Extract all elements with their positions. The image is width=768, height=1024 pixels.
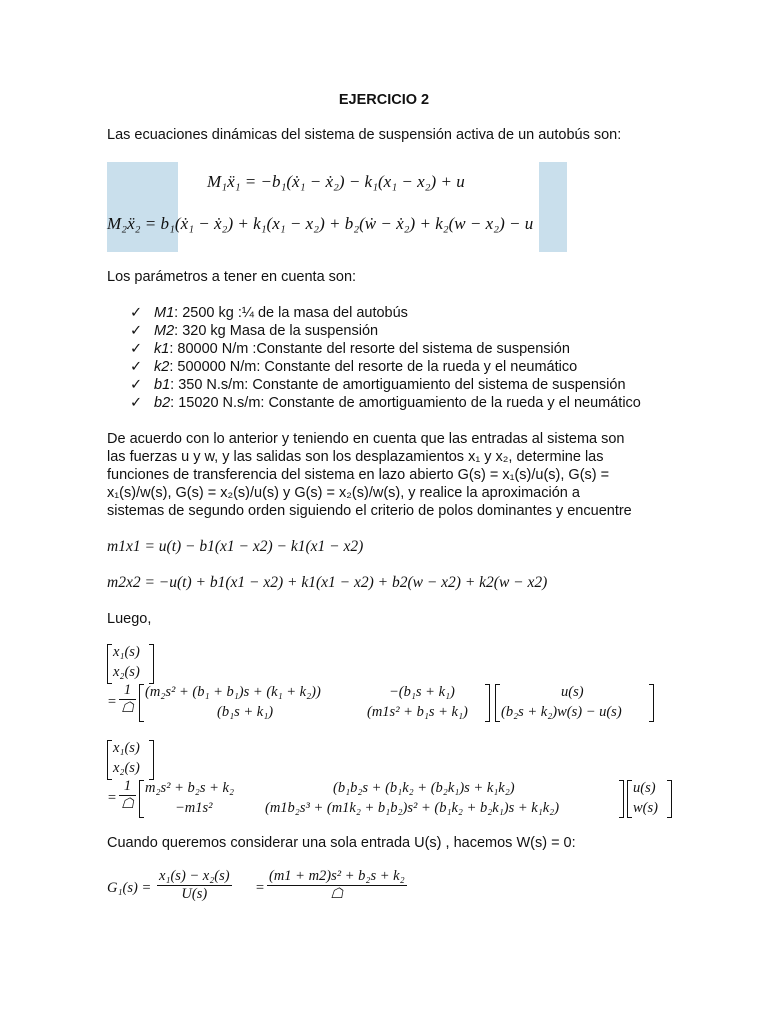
param-text: : 2500 kg :¼ de la masa del autobús [174, 305, 408, 321]
params-list [130, 304, 641, 412]
param-text: : 80000 N/m :Constante del resorte del sistema de suspensión [169, 341, 570, 357]
matrix-a21: (b₁s + k₁) [217, 704, 274, 720]
fraction [119, 682, 136, 717]
g1-lhs: G₁(s) = [107, 880, 152, 896]
matrix-equation-2 [107, 738, 687, 818]
fraction-denominator: ☖ [121, 700, 134, 716]
param-name: k2 [154, 359, 170, 375]
checkmark-icon: ✓ [130, 395, 143, 411]
vector-v1: u(s) [561, 684, 584, 700]
page-title: EJERCICIO 2 [338, 92, 430, 108]
bracket-left [107, 644, 112, 684]
equation-m2: M₂ẍ₂ = b₁(ẋ₁ − ẋ₂) + k₁(x₁ − x₂) + b₂(ẇ − ẋ₂) + k₂(w − x₂) − u [107, 214, 534, 233]
fraction [119, 778, 136, 813]
fraction [267, 868, 407, 903]
bracket-left [107, 740, 112, 780]
fraction-numerator: 1 [119, 778, 136, 796]
single-input-paragraph: Cuando queremos considerar una sola entrada U(s) , hacemos W(s) = 0: [107, 835, 576, 851]
lhs-x1: x₁(s) [113, 644, 140, 660]
bracket-left [495, 684, 500, 722]
checkmark-icon: ✓ [130, 341, 143, 357]
checkmark-icon: ✓ [130, 377, 143, 393]
vector-v2: w(s) [633, 800, 658, 816]
equations-box-right-shade [539, 162, 567, 252]
matrix-a11: (m₂s² + (b₁ + b₁)s + (k₁ + k₂)) [145, 684, 321, 700]
bracket-right [649, 684, 654, 722]
paragraph-line: funciones de transferencia del sistema en lazo abierto G(s) = x₁(s)/u(s), G(s) = [107, 467, 610, 483]
matrix-a22: (m1b₂s³ + (m1k₂ + b₁b₂)s² + (b₁k₂ + b₂k₁)s + k₁k₂) [265, 800, 560, 816]
luego-label: Luego, [107, 611, 152, 627]
checkmark-icon: ✓ [130, 323, 143, 339]
matrix-equation-1 [107, 642, 667, 722]
matrix-a12: (b₁b₂s + (b₁k₂ + (b₂k₁)s + k₁k₂) [333, 780, 515, 796]
equations-box-left-shade [107, 162, 178, 252]
vector-v2: (b₂s + k₂)w(s) − u(s) [501, 704, 622, 720]
matrix-a11: m₂s² + b₂s + k₂ [145, 780, 234, 796]
bracket-right [485, 684, 490, 722]
list-item [130, 322, 641, 340]
list-item [130, 340, 641, 358]
param-name: b1 [154, 377, 171, 393]
bracket-right [149, 644, 154, 684]
paragraph-line: De acuerdo con lo anterior y teniendo en cuenta que las entradas al sistema son [107, 431, 625, 447]
equation-m1x1: m1x1 = u(t) − b1(x1 − x2) − k1(x1 − x2) [107, 538, 364, 555]
bracket-right [667, 780, 672, 818]
bracket-right [619, 780, 624, 818]
equals-sign: = [107, 790, 117, 806]
list-item [130, 394, 641, 412]
list-item [130, 304, 641, 322]
bracket-left [139, 684, 144, 722]
intro-paragraph: Las ecuaciones dinámicas del sistema de suspensión activa de un autobús son: [107, 127, 622, 143]
param-name: M2 [154, 323, 175, 339]
matrix-a12: −(b₁s + k₁) [389, 684, 455, 700]
checkmark-icon: ✓ [130, 305, 143, 321]
matrix-a22: (m1s² + b₁s + k₁) [367, 704, 468, 720]
equation-m1: M₁ẍ₁ = −b₁(ẋ₁ − ẋ₂) − k₁(x₁ − x₂) + u [207, 172, 465, 191]
fraction-denominator: U(s) [181, 886, 208, 902]
equation-m2x2: m2x2 = −u(t) + b1(x1 − x2) + k1(x1 − x2) + b2(w − x2) + k2(w − x2) [107, 574, 548, 591]
fraction-numerator: 1 [119, 682, 136, 700]
fraction [157, 868, 232, 903]
param-text: : 320 kg Masa de la suspensión [174, 323, 379, 339]
param-name: M1 [154, 305, 175, 321]
paragraph-line: x₁(s)/w(s), G(s) = x₂(s)/u(s) y G(s) = x₂(s)/w(s), y realice la aproximación a [107, 485, 580, 501]
param-text: : 15020 N.s/m: Constante de amortiguamiento de la rueda y el neumático [170, 395, 641, 411]
param-name: b2 [154, 395, 171, 411]
list-item [130, 376, 641, 394]
equals-sign: = [107, 694, 117, 710]
param-name: k1 [154, 341, 170, 357]
bracket-left [139, 780, 144, 818]
list-item [130, 358, 641, 376]
param-text: : 350 N.s/m: Constante de amortiguamiento del sistema de suspensión [170, 377, 626, 393]
paragraph-line: sistemas de segundo orden siguiendo el criterio de polos dominantes y encuentre [107, 503, 632, 519]
transfer-function-g1 [107, 868, 447, 912]
equals-sign: = [255, 880, 265, 896]
param-text: : 500000 N/m: Constante del resorte de la rueda y el neumático [169, 359, 578, 375]
vector-v1: u(s) [633, 780, 656, 796]
matrix-a21: −m1s² [175, 800, 213, 816]
paragraph-line: las fuerzas u y w, y las salidas son los desplazamientos x₁ y x₂, determine las [107, 449, 604, 465]
params-intro: Los parámetros a tener en cuenta son: [107, 269, 357, 285]
checkmark-icon: ✓ [130, 359, 143, 375]
fraction-numerator: x₁(s) − x₂(s) [159, 868, 230, 884]
fraction-denominator: ☖ [121, 796, 134, 812]
equations-box [107, 162, 567, 252]
fraction-numerator: (m1 + m2)s² + b₂s + k₂ [269, 868, 405, 884]
lhs-x1: x₁(s) [113, 740, 140, 756]
bracket-right [149, 740, 154, 780]
lhs-x2: x₂(s) [113, 760, 140, 776]
bracket-left [627, 780, 632, 818]
lhs-x2: x₂(s) [113, 664, 140, 680]
fraction-denominator: ☖ [330, 886, 344, 902]
